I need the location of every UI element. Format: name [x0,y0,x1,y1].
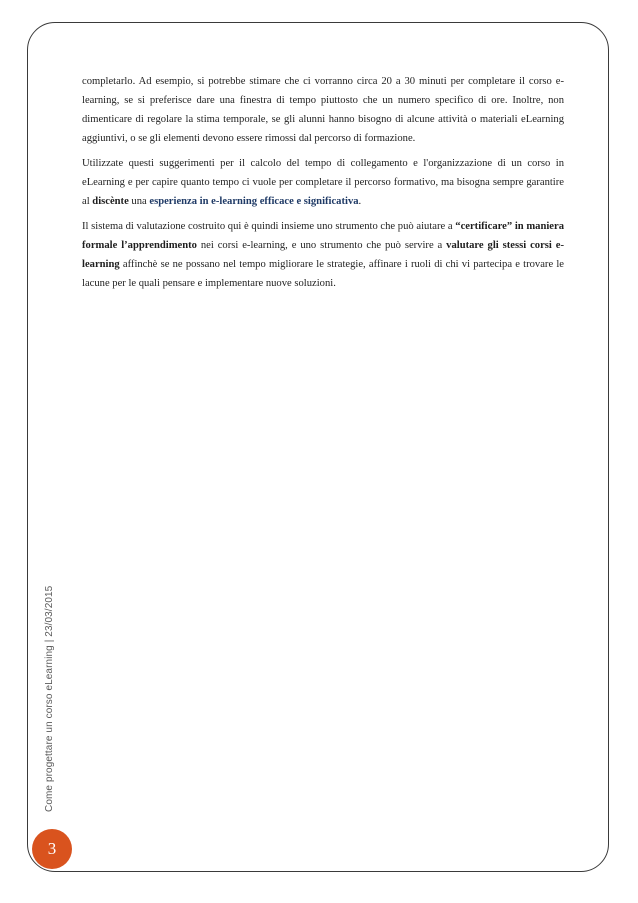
keyword-valutare: valutare gli stessi corsi e-learning [82,240,564,270]
side-running-title: Come progettare un corso eLearning | 23/03/2015 [44,585,55,812]
paragraph-2 [82,154,564,211]
paragraph-1-text: completarlo. Ad esempio, si potrebbe stimare che ci vorranno circa 20 a 30 minuti per completare il corso e-learning, se si preferisce dare una finestra di tempo piuttosto che un numero specifico di ore. Inoltre, non dimenticare di regolare la stima temporale, se gli alunni hanno bisogno di alcune attività o materiali eLearning aggiuntivi, o se gli elementi devono essere rimossi dal percorso di formazione. [82,76,564,144]
paragraph-2-text-c: una [128,196,150,207]
keyword-esperienza: esperienza in e-learning efficace e significativa [149,196,359,207]
page-number: 3 [47,839,57,858]
paragraph-2-text-e: . [358,196,362,207]
page-number-badge [32,829,72,869]
paragraph-3-text-a: Il sistema di valutazione costruito qui è quindi insieme uno strumento che può aiutare a [82,221,456,232]
paragraph-3 [82,217,564,293]
paragraph-1 [82,72,564,148]
paragraph-2-text-a: Utilizzate questi suggerimenti per il calcolo del tempo di collegamento e l'organizzazione di un corso in eLearning e per capire quanto tempo ci vuole per completare il percorso formativo, ma bisogna sempre garantire al [82,158,564,207]
paragraph-3-text-e: affinchè se ne possano nel tempo migliorare le strategie, affinare i ruoli di chi vi partecipa e trovare le lacune per le quali pensare e implementare nuove soluzioni. [82,259,564,289]
keyword-discente: discènte [92,196,129,207]
document-body [82,72,564,299]
keyword-certificare: “certificare” in maniera formale l’apprendimento [82,221,564,251]
paragraph-3-text-c: nei corsi e-learning, e uno strumento che può servire a [196,240,447,251]
